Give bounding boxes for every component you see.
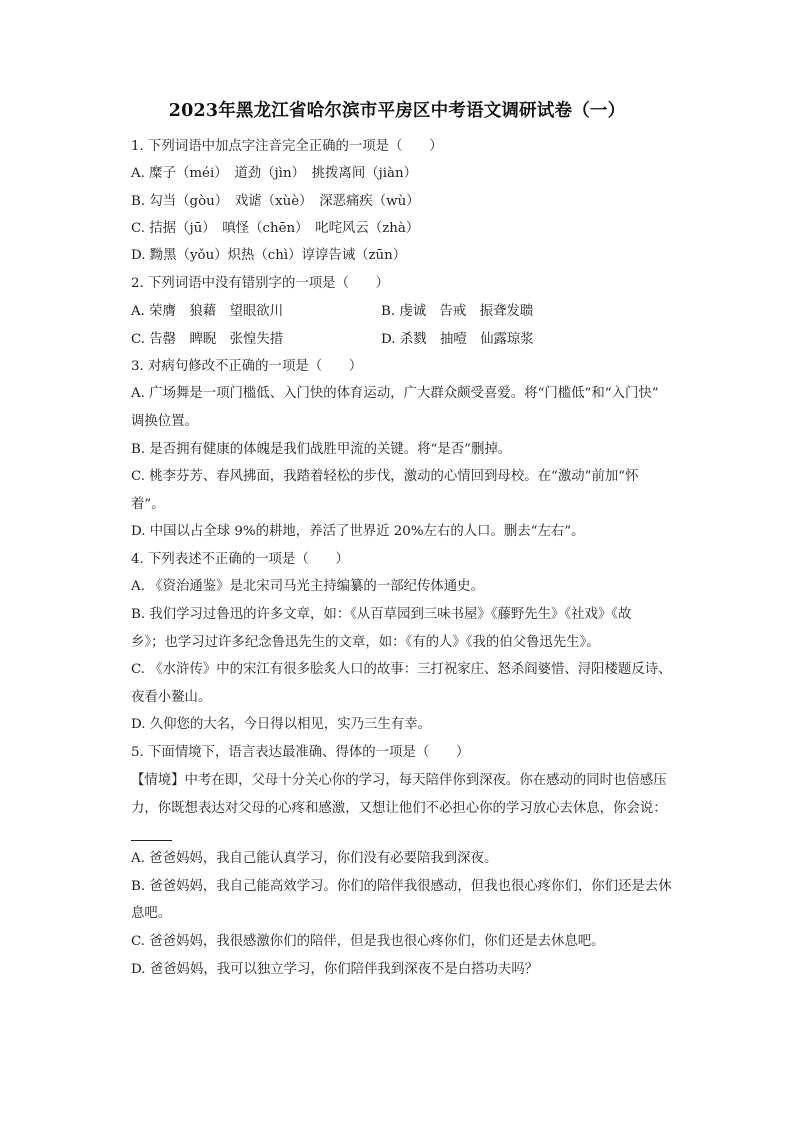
page-title: 2023年黑龙江省哈尔滨市平房区中考语文调研试卷（一） bbox=[168, 101, 626, 121]
question-5-option-b-line1: B. 爸爸妈妈，我自己能高效学习。你们的陪伴我很感动，但我也很心疼你们，你们还是去休 bbox=[131, 879, 672, 894]
question-4-option-a: A. 《资治通鉴》是北宋司马光主持编纂的一部纪传体通史。 bbox=[131, 579, 484, 594]
question-2: 2. 下列词语中没有错别字的一项是（ ） bbox=[131, 276, 390, 291]
question-4: 4. 下列表述不正确的一项是（ ） bbox=[131, 552, 349, 567]
question-2-row-cd bbox=[131, 331, 534, 349]
question-3-option-a-line2: 调换位置。 bbox=[131, 414, 198, 429]
question-2-row-ab bbox=[131, 303, 534, 321]
question-5-option-b-line2: 息吧。 bbox=[131, 906, 172, 921]
question-4-option-b-line1: B. 我们学习过鲁迅的许多文章，如：《从百草园到三味书屋》《藤野先生》《社戏》《故 bbox=[131, 607, 632, 622]
question-5-option-d: D. 爸爸妈妈，我可以独立学习，你们陪伴我到深夜不是白搭功夫吗？ bbox=[131, 962, 539, 977]
question-2-option-b: B. 虔诚 告戒 振聋发聩 bbox=[381, 304, 534, 319]
question-4-option-b-line2: 乡》；也学习过许多纪念鲁迅先生的文章，如：《有的人》《我的伯父鲁迅先生》。 bbox=[131, 635, 600, 650]
question-4-option-c-line1: C. 《水浒传》中的宋江有很多脍炙人口的故事：三打祝家庄、怒杀阎婆惜、浔阳楼题反诗、 bbox=[131, 662, 672, 677]
question-1-option-d: D. 黝黑（yǒu）炽热（chì）谆谆告诫（zūn） bbox=[131, 248, 407, 263]
question-5-situation-line1: 【情境】中考在即，父母十分关心你的学习，每天陪伴你到深夜。你在感动的同时也倍感压 bbox=[131, 773, 667, 788]
question-1: 1. 下列词语中加点字注音完全正确的一项是（ ） bbox=[131, 139, 443, 154]
question-3-option-c-line2: 着”。 bbox=[131, 497, 165, 512]
question-5: 5. 下面情境下，语言表达最准确、得体的一项是（ ） bbox=[131, 745, 470, 760]
question-3-option-d: D. 中国以占全球 9%的耕地，养活了世界近 20%左右的人口。删去“左右”。 bbox=[131, 524, 585, 539]
question-4-option-d: D. 久仰您的大名，今日得以相见，实乃三生有幸。 bbox=[131, 717, 431, 732]
answer-blank-line bbox=[131, 840, 172, 841]
question-1-option-b: B. 勾当（gòu） 戏谑（xùè） 深恶痛疾（wù） bbox=[131, 194, 420, 209]
question-5-situation-line2: 力，你既想表达对父母的心疼和感激，又想让他们不必担心你的学习放心去休息，你会说： bbox=[131, 801, 667, 816]
question-2-option-c: C. 告罄 睥睨 张惶失措 bbox=[131, 332, 284, 347]
question-4-option-c-line2: 夜看小鳌山。 bbox=[131, 690, 212, 705]
question-5-option-c: C. 爸爸妈妈，我很感激你们的陪伴，但是我也很心疼你们，你们还是去休息吧。 bbox=[131, 934, 605, 949]
question-5-option-a: A. 爸爸妈妈，我自己能认真学习，你们没有必要陪我到深夜。 bbox=[131, 851, 498, 866]
question-3: 3. 对病句修改不正确的一项是（ ） bbox=[131, 359, 363, 374]
question-1-option-c: C. 拮据（jū） 嗔怪（chēn） 叱咤风云（zhà） bbox=[131, 221, 420, 236]
question-2-option-d: D. 杀戮 抽噎 仙露琼浆 bbox=[381, 332, 534, 347]
question-1-option-a: A. 糜子（méi） 道劲（jìn） 挑拨离间（jiàn） bbox=[131, 166, 418, 181]
question-3-option-b: B. 是否拥有健康的体魄是我们战胜甲流的关键。将“是否”删掉。 bbox=[131, 442, 512, 457]
question-3-option-c-line1: C. 桃李芬芳、春风拂面，我踏着轻松的步伐，激动的心情回到母校。在“激动”前加“怀 bbox=[131, 469, 639, 484]
question-2-option-a: A. 荣膺 狼藉 望眼欲川 bbox=[131, 304, 284, 319]
question-3-option-a-line1: A. 广场舞是一项门槛低、入门快的体育运动，广大群众颇受喜爱。将“门槛低”和“入门快” bbox=[131, 386, 659, 401]
